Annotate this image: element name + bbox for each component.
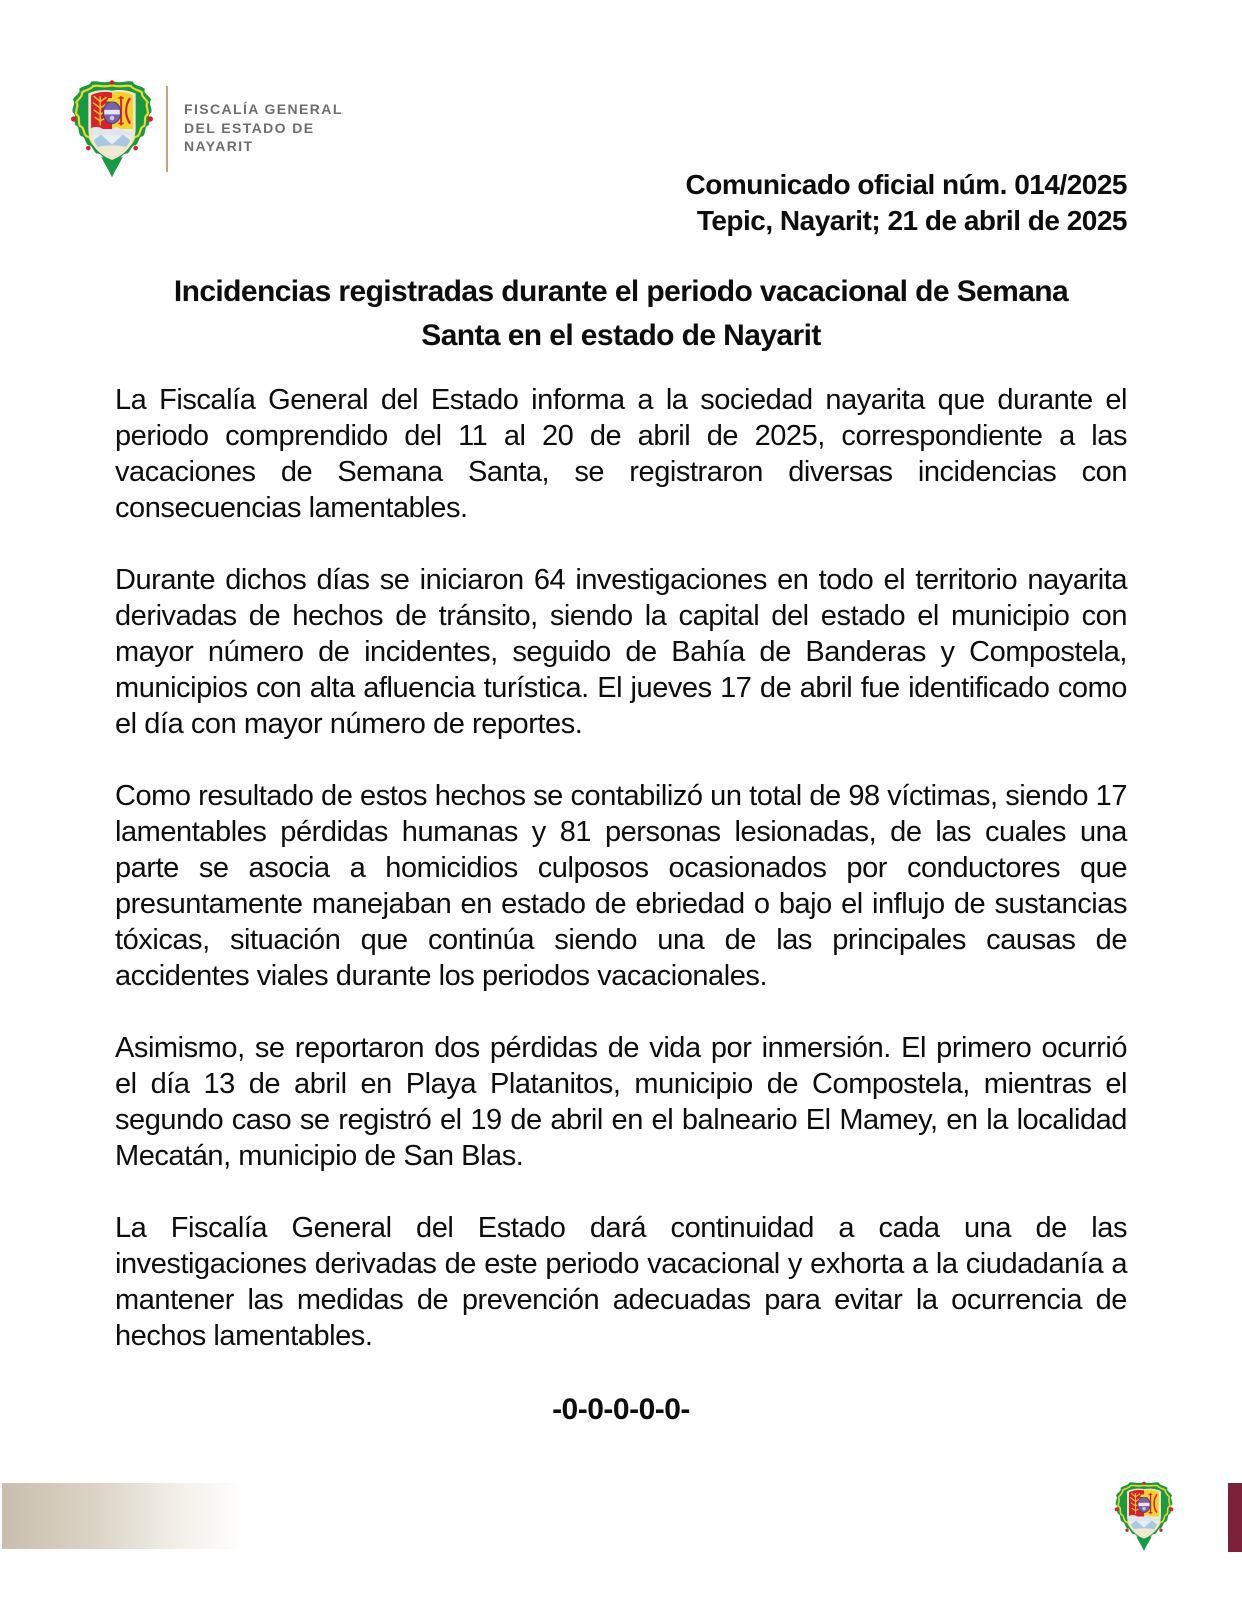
- org-name: [184, 78, 343, 156]
- document-title: [115, 270, 1127, 358]
- paragraph-4: Asimismo, se reportaron dos pérdidas de vida por inmersión. El primero ocurrió el día 13 de abril en Playa Platanitos, municipio de Compostela, mientras el segundo caso se registró el 19 de abril en el balneario El Mamey, en la localidad Mecatán, municipio de San Blas.: [115, 1032, 1127, 1172]
- comunicado-number: Comunicado oficial núm. 014/2025: [685, 169, 1127, 200]
- paragraph-3: Como resultado de estos hechos se contabilizó un total de 98 víctimas, siendo 17 lamentables pérdidas humanas y 81 personas lesionadas, de las cuales una parte se asocia a homicidios culposos ocasionados por conductores que presuntamente manejaban en estado de ebriedad o bajo el influjo de sustancias tóxicas, situación que continúa siendo una de las principales causas de accidentes viales durante los periodos vacacionales.: [115, 780, 1127, 992]
- closing-separator: -0-0-0-0-0-: [552, 1393, 690, 1426]
- org-name-line: FISCALÍA GENERAL: [184, 101, 343, 117]
- nayarit-coat-of-arms-icon: [66, 78, 158, 180]
- title-line-1: Incidencias registradas durante el periodo vacacional de Semana: [173, 275, 1069, 308]
- comunicado-dateline: Tepic, Nayarit; 21 de abril de 2025: [696, 205, 1127, 236]
- paragraph-2: Durante dichos días se iniciaron 64 investigaciones en todo el territorio nayarita derivadas de hechos de tránsito, siendo la capital del estado el municipio con mayor número de incidentes, seguido de Bahía de Banderas y Compostela, municipios con alta afluencia turística. El jueves 17 de abril fue identificado como el día con mayor número de reportes.: [115, 564, 1127, 740]
- document-body: [115, 382, 1127, 1390]
- footer-gradient-bar: [2, 1483, 245, 1549]
- brand-divider: [166, 86, 168, 172]
- footer-maroon-bar: [1228, 1483, 1242, 1552]
- org-name-line: DEL ESTADO DE: [184, 119, 315, 136]
- org-name-line: NAYARIT: [184, 138, 254, 154]
- paragraph-1: La Fiscalía General del Estado informa a la sociedad nayarita que durante el periodo comprendido del 11 al 20 de abril de 2025, correspondiente a las vacaciones de Semana Santa, se registraron diversas incidencias con consecuencias lamentables.: [115, 384, 1127, 524]
- brand-lockup: [66, 78, 343, 180]
- title-line-2: Santa en el estado de Nayarit: [421, 319, 821, 352]
- footer-coat-of-arms-icon: [1111, 1480, 1177, 1553]
- paragraph-5: La Fiscalía General del Estado dará continuidad a cada una de las investigaciones derivadas de este periodo vacacional y exhorta a la ciudadanía a mantener las medidas de prevención adecuadas para evitar la ocurrencia de hechos lamentables.: [115, 1212, 1127, 1352]
- comunicado-header: [686, 167, 1127, 239]
